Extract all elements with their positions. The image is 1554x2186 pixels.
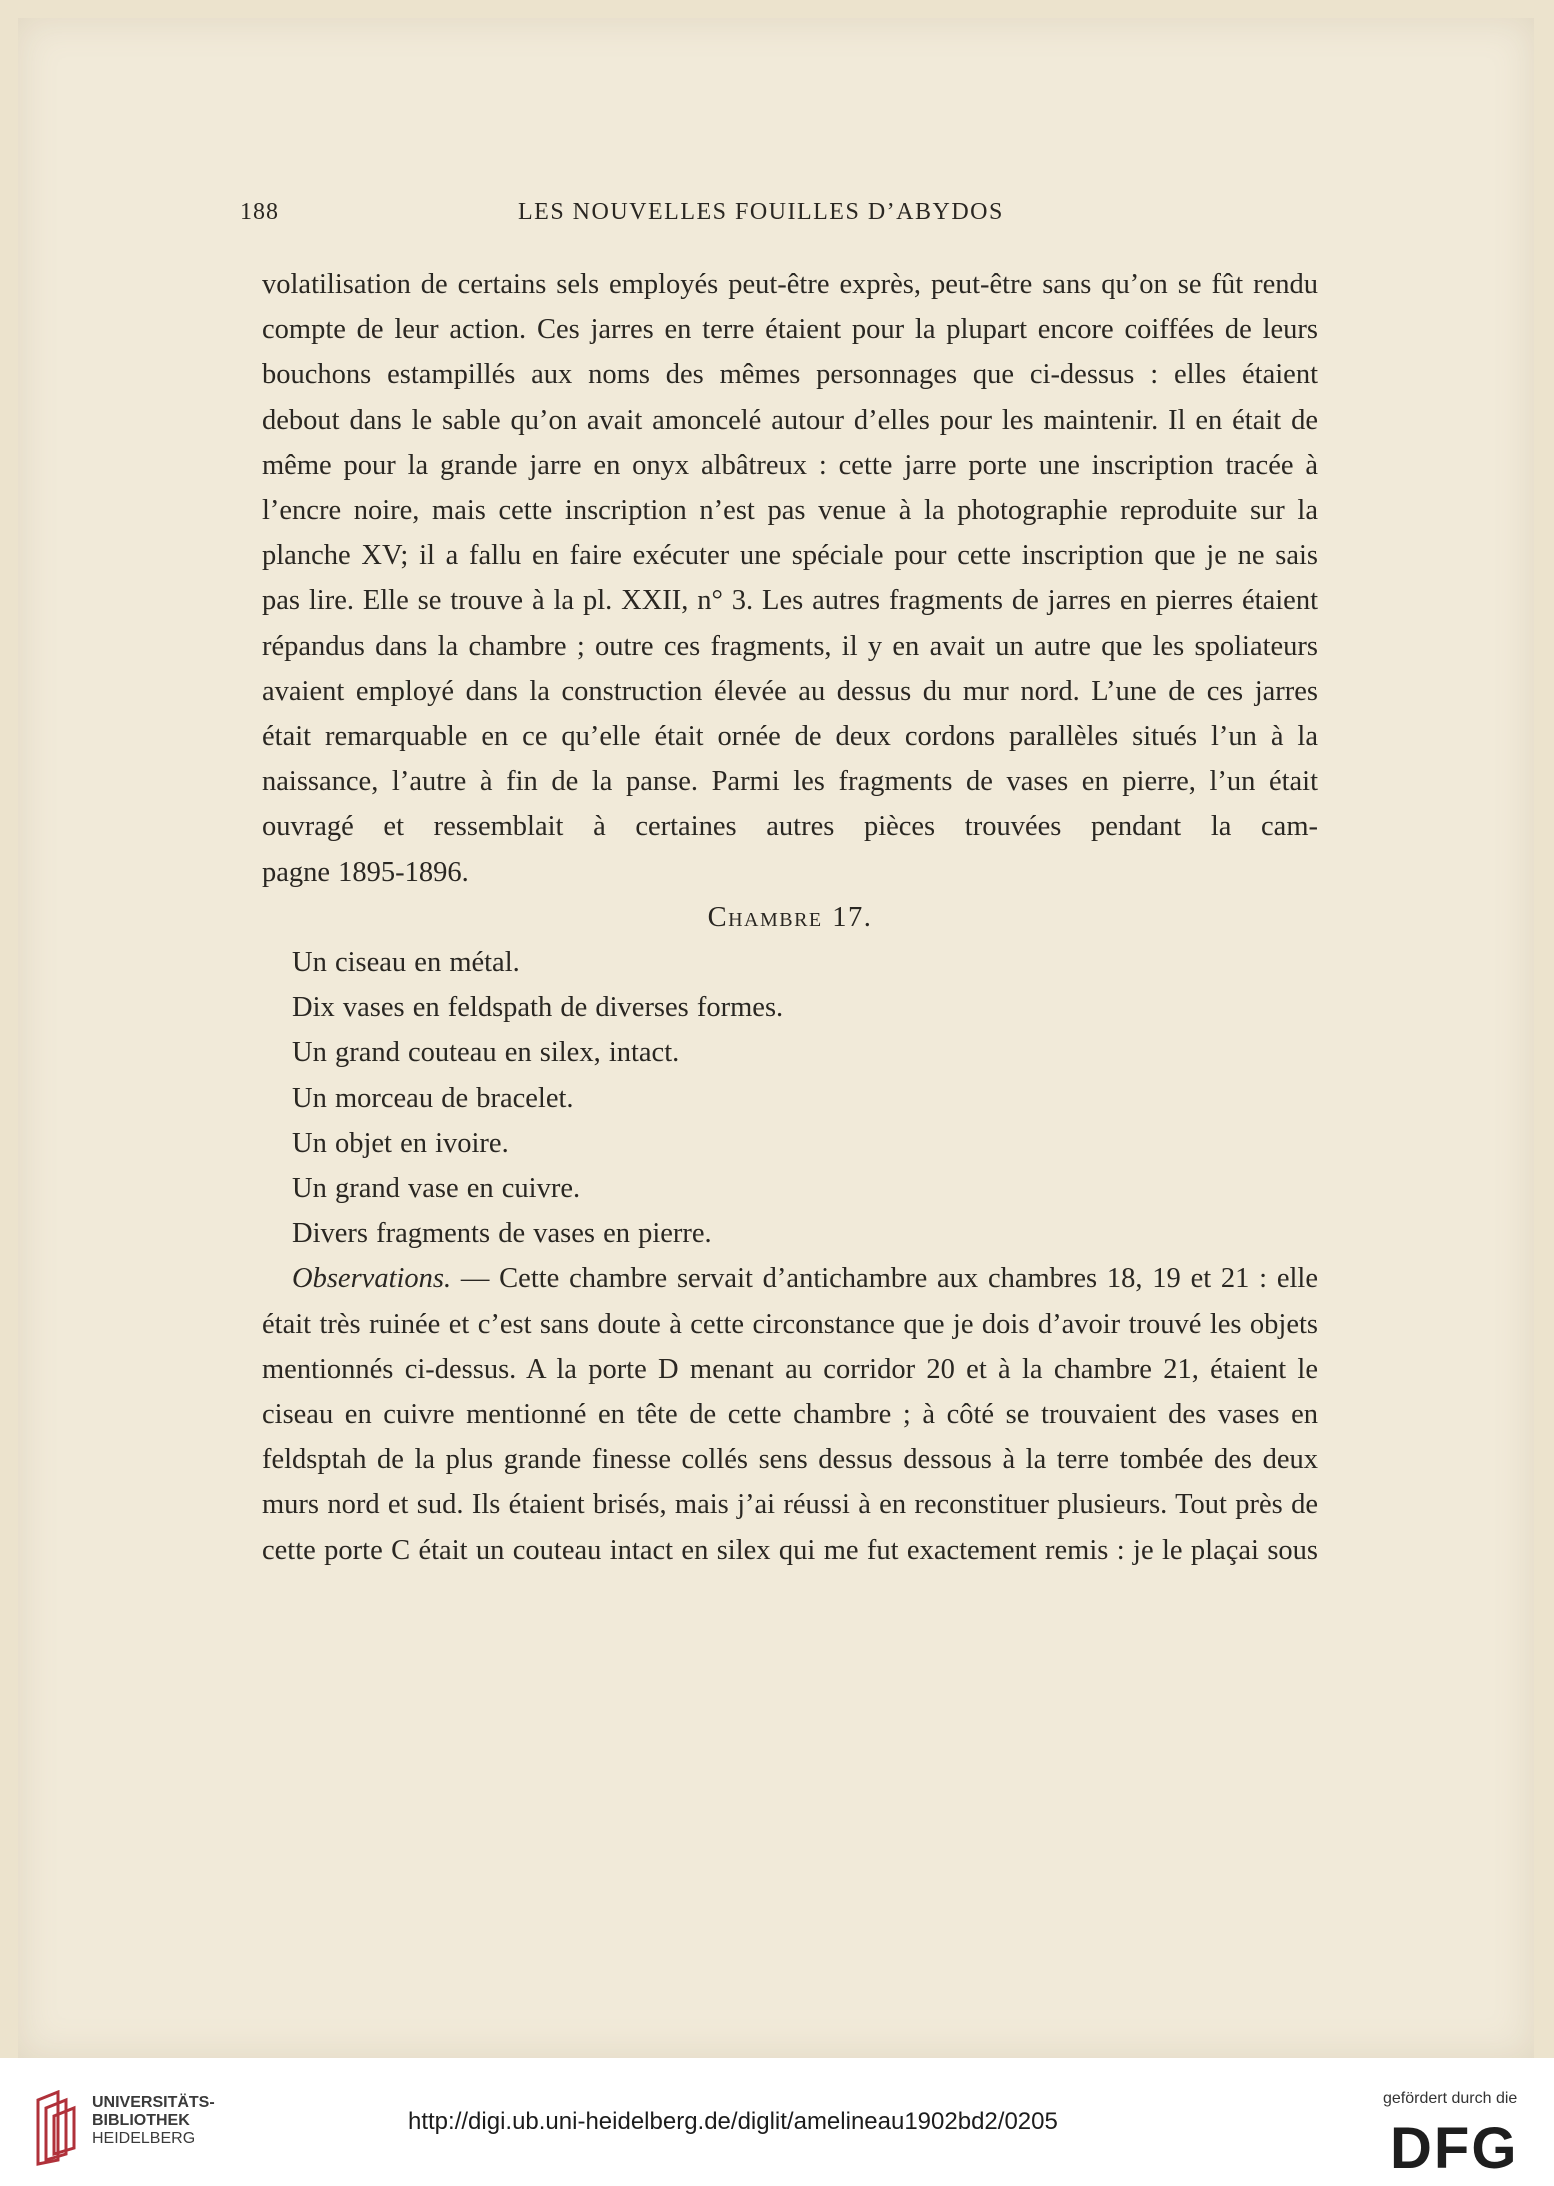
list-item: Un morceau de bracelet. — [292, 1082, 574, 1114]
source-url-link[interactable]: http://digi.ub.uni-heidelberg.de/diglit/amelineau1902bd2/0205 — [408, 2108, 1058, 2135]
running-title: LES NOUVELLES FOUILLES D’ABYDOS — [518, 199, 1004, 225]
inventory-list — [262, 940, 1318, 1256]
dfg-logo: DFG — [1390, 2116, 1519, 2181]
list-item: Dix vases en feldspath de diverses formes. — [292, 992, 784, 1024]
observations-paragraph — [262, 1256, 1318, 1572]
list-item: Un grand vase en cuivre. — [292, 1173, 581, 1205]
list-item: Un objet en ivoire. — [292, 1127, 509, 1159]
body-text — [262, 262, 1318, 1573]
list-item: Divers fragments de vases en pierre. — [292, 1218, 712, 1250]
library-name: UNIVERSITÄTS- BIBLIOTHEK HEIDELBERG — [92, 2094, 215, 2147]
digitization-footer — [0, 2058, 1554, 2186]
observations-label: Observations. — [292, 1263, 452, 1295]
funding-note: gefördert durch die — [1383, 2090, 1518, 2107]
library-logo-icon — [32, 2090, 82, 2166]
observations-text: — Cette chambre servait d’antichambre aux chambres 18, 19 et 21 : elle était très ruinée et c’est sans doute à cette circonstance que je dois d’avoir trouvé les objets mentionnés ci-dessus. A la porte D menant au corridor 20 et à la chambre 21, étaient le ciseau en cuivre mentionné en tête de cette chambre ; à côté se trouvaient des vases en feldsptah de la plus grande finesse collés sens dessus dessous à la terre tombée des deux murs nord et sud. Ils étaient brisés, mais j’ai réussi à en reconstituer plusieurs. Tout près de cette porte C était un couteau intact en silex qui me fut exactement remis : je le plaçai sous — [262, 1263, 1318, 1566]
list-item: Un grand couteau en silex, intact. — [292, 1037, 680, 1069]
list-item: Un ciseau en métal. — [292, 947, 520, 979]
paragraph-last-line: pagne 1895-1896. — [262, 856, 469, 888]
running-header — [240, 199, 1320, 233]
paragraph-continued: volatilisation de certains sels employés peut-être exprès, peut-être sans qu’on se fût rendu compte de leur action. Ces jarres en terre étaient pour la plupart encore coiffées de leurs bouchons estampillés aux noms des mêmes personnages que ci-dessus : elles étaient debout dans le sable qu’on avait amoncelé autour d’elles pour les maintenir. Il en était de même pour la grande jarre en onyx albâtreux : cette jarre porte une inscription tracée à l’encre noire, mais cette inscription n’est pas venue à la photographie reproduite sur la planche XV; il a fallu en faire exécuter une spéciale pour cette inscription que je ne sais pas lire. Elle se trouve à la pl. XXII, n° 3. Les autres fragments de jarres en pierres étaient répandus dans la chambre ; outre ces fragments, il y en avait un autre que les spoliateurs avaient employé dans la construction élevée au dessus du mur nord. L’une de ces jarres était remarquable en ce qu’elle était ornée de deux cordons parallèles situés l’un à la naissance, l’autre à fin de la panse. Parmi les fragments de vases en pierre, l’un était ouvragé et ressemblait à certaines autres pièces trouvées pendant la cam- — [262, 269, 1318, 843]
section-heading: Chambre 17. — [707, 901, 873, 933]
page-number: 188 — [240, 199, 279, 225]
